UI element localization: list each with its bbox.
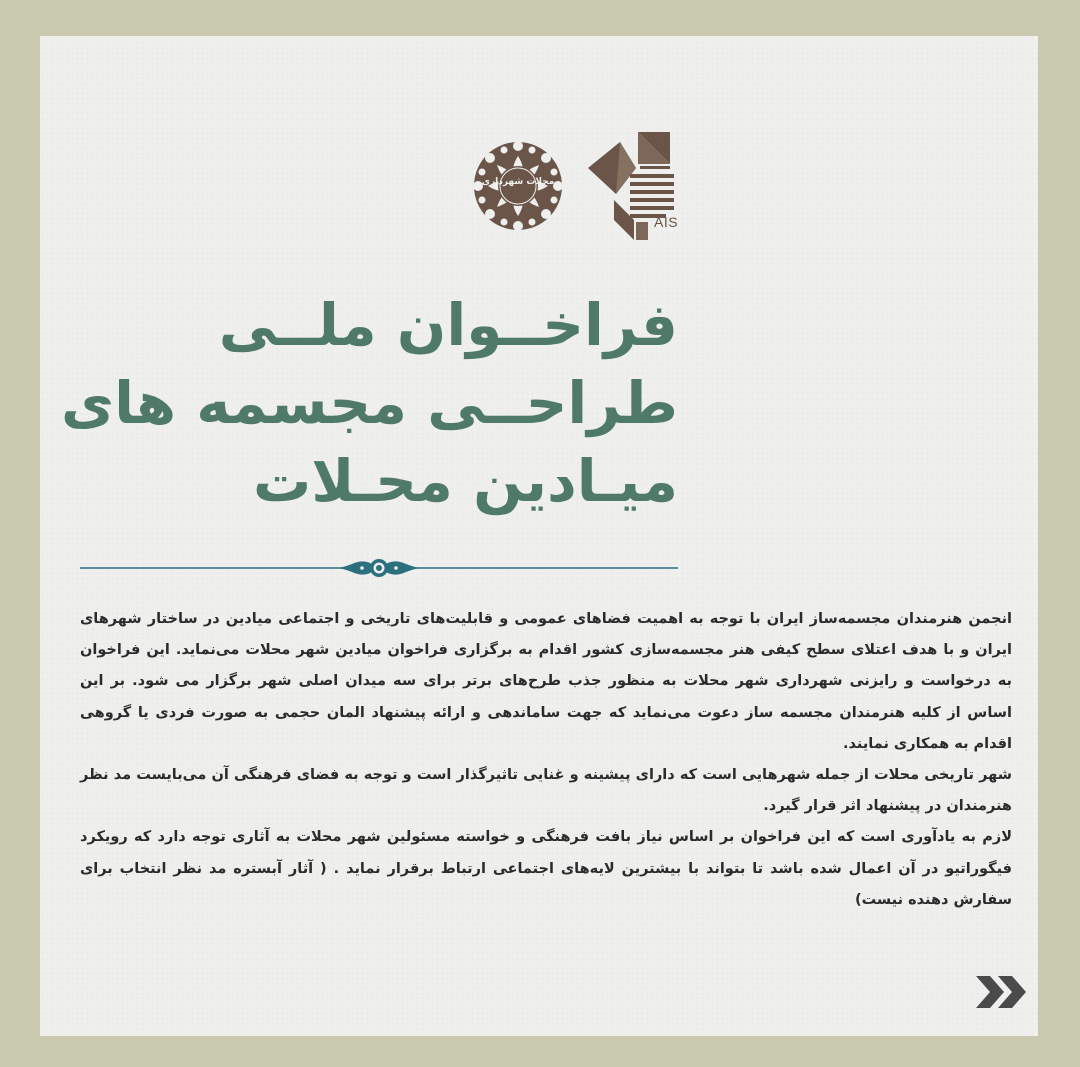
announcement-body [80,604,1012,916]
post-card [40,36,1038,1036]
mahallat-municipality-seal [468,136,568,236]
title-line-3: میـادین محـلات [253,447,678,515]
title-line-2: طراحــی مجسمه های [60,369,678,437]
page-title [58,286,678,520]
divider-ornament-icon [80,552,678,584]
title-line-1: فراخــوان ملــی [218,291,678,359]
seal-center-text [468,136,568,236]
svg-text:مجلات شهرداری: مجلات شهرداری [481,177,555,187]
ais-label: AIS [654,214,679,230]
body-paragraph-2: شهر تاریخی محلات از جمله شهرهایی است که دارای پیشینه و غنایی تاثیرگذار است و توجه به فضای فرهنگی آن می‌بایست مد نظر هنرمندان در پیشنهاد اثر قرار گیرد. [80,767,1012,815]
ais-logo [586,128,686,243]
body-paragraph-3: لازم به یادآوری است که این فراخوان بر اساس نیاز بافت فرهنگی و خواسته مسئولین شهر محلات به آثاری توجه دارد که رویکرد فیگوراتیو در آن اعمال شده باشد تا بتواند با بیشترین لایه‌های اجتماعی ارتباط برقرار نماید . ( آثار آبستره مد نظر انتخاب برای سفارش دهنده نیست) [80,829,1012,908]
next-slide-button[interactable] [972,970,1028,1014]
double-chevron-left-icon [972,970,1028,1014]
body-paragraph-1: انجمن هنرمندان مجسمه‌ساز ایران با توجه به اهمیت فضاهای عمومی و قابلیت‌های تاریخی و اجتماعی میادین در ساختار شهرهای ایران و با هدف اعتلای سطح کیفی هنر مجسمه‌سازی کشور اقدام به برگزاری فراخوان میادین شهر محلات می‌نماید. این فراخوان به درخواست و رایزنی شهرداری شهر محلات به منظور جذب طرح‌های برتر برای سه میدان اصلی شهر برگزار می شود. بر این اساس از کلیه هنرمندان مجسمه ساز دعوت می‌نماید که جهت ساماندهی و ارائه پیشنهاد المان حجمی به صورت فردی یا گروهی اقدام به همکاری نمایند. [80,611,1012,752]
ornamental-divider [80,552,678,584]
